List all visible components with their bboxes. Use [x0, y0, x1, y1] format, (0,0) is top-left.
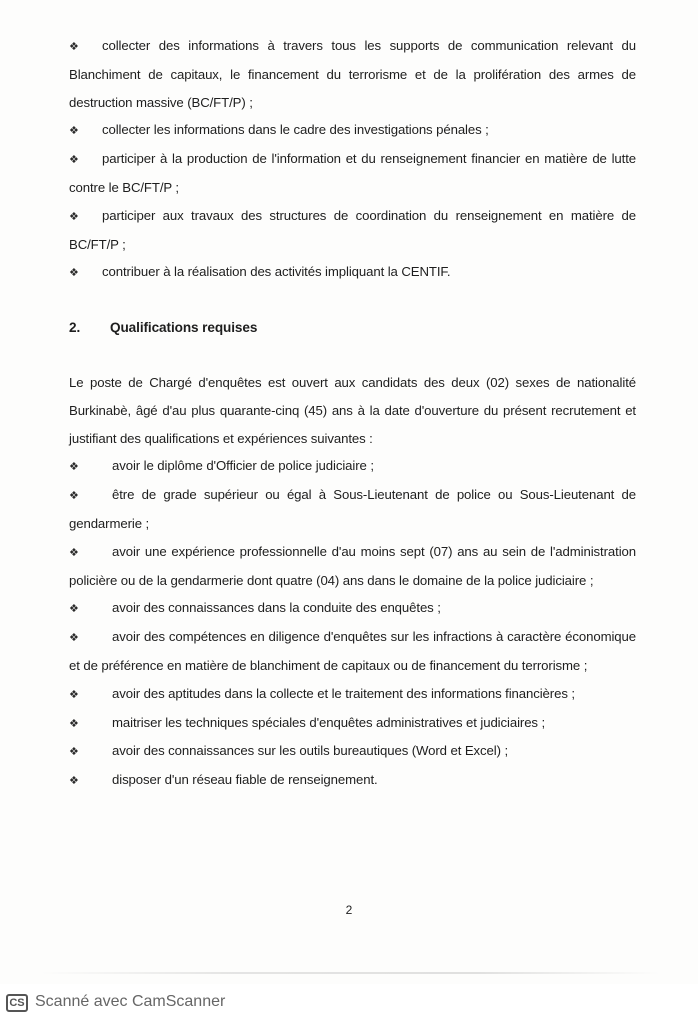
- responsibilities-list: [69, 32, 636, 287]
- diamond-bullet-icon: ❖: [69, 545, 79, 559]
- diamond-bullet-icon: ❖: [69, 124, 79, 138]
- diamond-bullet-icon: ❖: [69, 602, 79, 616]
- list-item: ❖ contribuer à la réalisation des activités impliquant la CENTIF.: [69, 264, 451, 280]
- section-title: Qualifications requises: [110, 320, 258, 336]
- list-item: ❖ avoir le diplôme d'Officier de police judiciaire ;: [69, 458, 374, 474]
- list-item: ❖ avoir des aptitudes dans la collecte et le traitement des informations financières ;: [69, 685, 575, 701]
- intro-paragraph: Le poste de Chargé d'enquêtes est ouvert aux candidats des deux (02) sexes de nationalité Burkinabè, âgé d'au plus quarante-cinq (45) ans à la date d'ouverture du présent recrutement et justifiant des qualifications et expériences suivantes :: [69, 374, 636, 446]
- diamond-bullet-icon: ❖: [69, 153, 79, 167]
- list-item: ❖ collecter les informations dans le cadre des investigations pénales ;: [69, 122, 489, 138]
- list-item: ❖ être de grade supérieur ou égal à Sous-Lieutenant de police ou Sous-Lieutenant de gendarmerie ;: [69, 487, 636, 531]
- camscanner-logo-icon: CS: [6, 994, 28, 1012]
- diamond-bullet-icon: ❖: [69, 489, 79, 503]
- diamond-bullet-icon: ❖: [69, 266, 79, 280]
- diamond-bullet-icon: ❖: [69, 631, 79, 645]
- diamond-bullet-icon: ❖: [69, 687, 79, 701]
- camscanner-footer: [0, 984, 698, 1024]
- list-item: ❖ participer aux travaux des structures de coordination du renseignement en matière de BC/FT/P ;: [69, 207, 636, 252]
- diamond-bullet-icon: ❖: [69, 716, 79, 730]
- list-item: ❖ avoir des connaissances dans la conduite des enquêtes ;: [69, 600, 441, 616]
- diamond-bullet-icon: ❖: [69, 40, 79, 53]
- diamond-bullet-icon: ❖: [69, 460, 79, 474]
- section-number: 2.: [69, 320, 81, 336]
- page-number: 2: [345, 903, 353, 917]
- scan-artifact-line: [40, 972, 660, 974]
- list-item: ❖ avoir une expérience professionnelle d'au moins sept (07) ans au sein de l'administration policière ou de la gendarmerie dont quatre (04) ans dans le domaine de la police judiciaire ;: [69, 543, 636, 588]
- list-item: ❖ participer à la production de l'information et du renseignement financier en matière de lutte contre le BC/FT/P ;: [69, 151, 636, 195]
- diamond-bullet-icon: ❖: [69, 774, 79, 788]
- list-item: ❖ avoir des compétences en diligence d'enquêtes sur les infractions à caractère économique et de préférence en matière de blanchiment de capitaux ou de financement du terrorisme ;: [69, 629, 636, 673]
- diamond-bullet-icon: ❖: [69, 209, 79, 223]
- list-item: ❖ maitriser les techniques spéciales d'enquêtes administratives et judiciaires ;: [69, 714, 546, 730]
- diamond-bullet-icon: ❖: [69, 745, 79, 759]
- list-item: ❖ collecter des informations à travers tous les supports de communication relevant du Blanchiment de capitaux, le financement du terrorisme et de la prolifération des armes de destruction massive (BC/FT/P) ;: [69, 38, 636, 110]
- section-heading: [69, 314, 636, 342]
- camscanner-label: Scanné avec CamScanner: [35, 993, 226, 1010]
- list-item: ❖ disposer d'un réseau fiable de renseignement.: [69, 772, 378, 788]
- qualifications-list: [69, 452, 636, 795]
- list-item: ❖ avoir des connaissances sur les outils bureautiques (Word et Excel) ;: [69, 743, 509, 759]
- document-body: [69, 32, 636, 795]
